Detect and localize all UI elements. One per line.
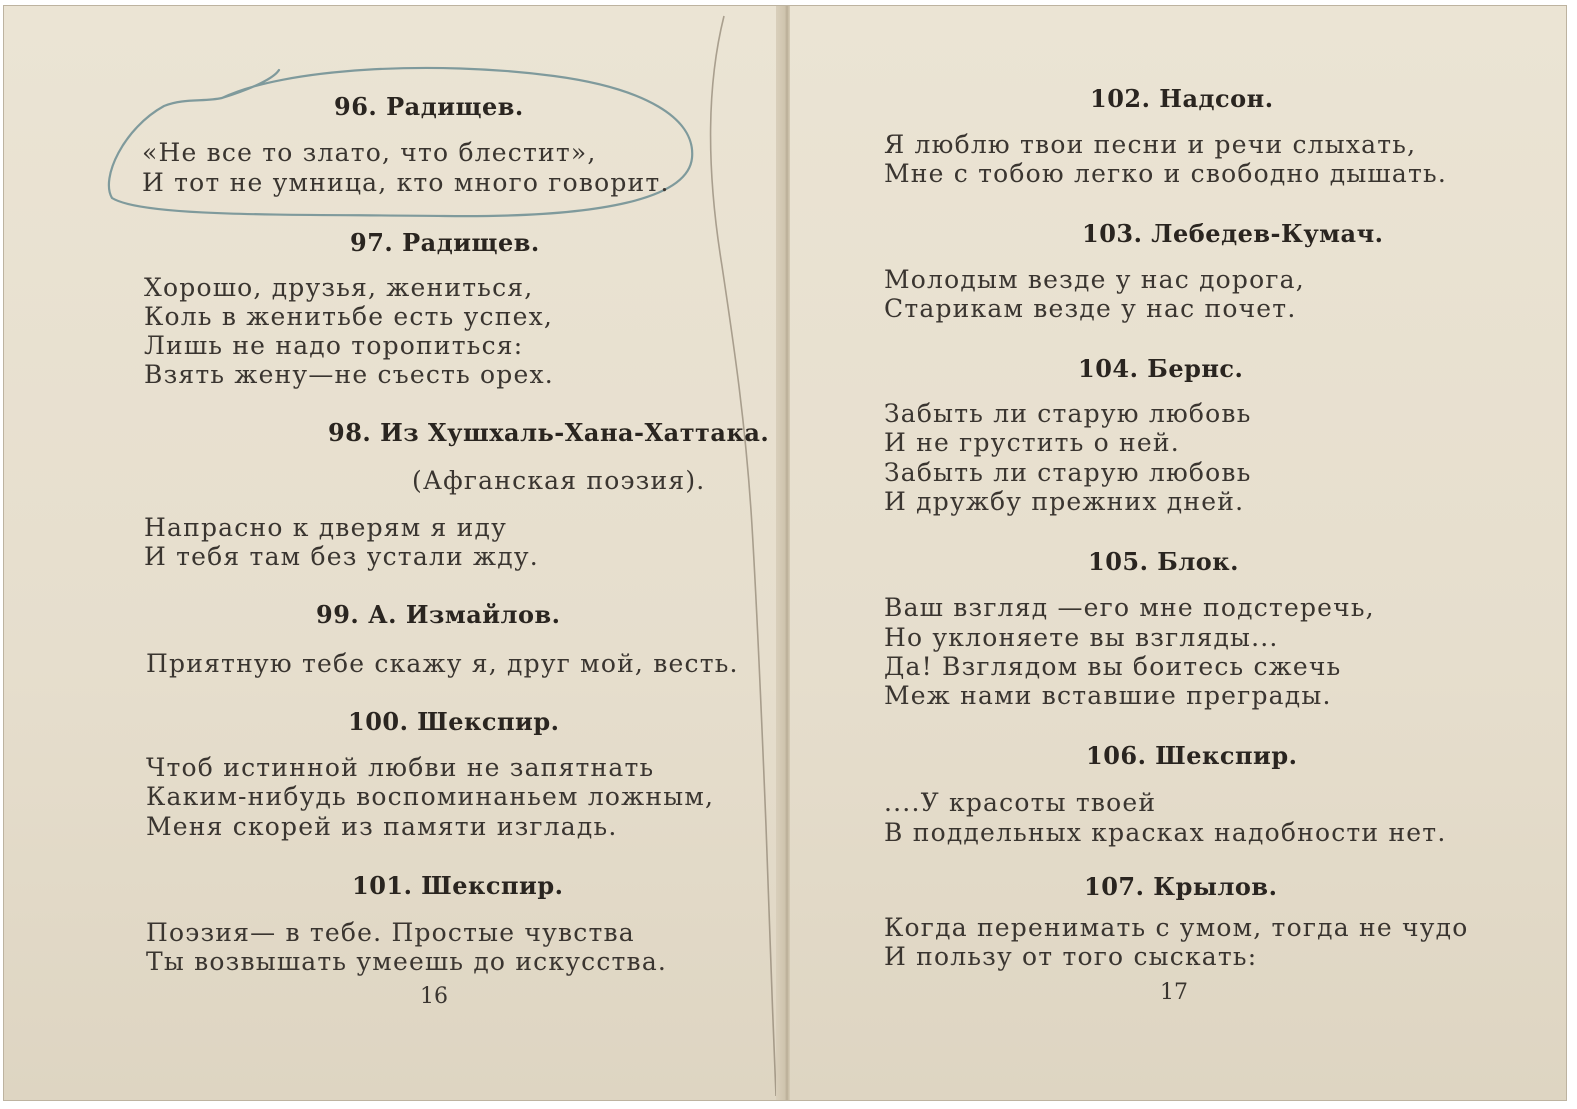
- entry-107-heading: 107. Крылов.: [1084, 872, 1278, 901]
- right-page: [790, 6, 1566, 1100]
- entry-99-line-1: Приятную тебе скажу я, друг мой, весть.: [146, 649, 739, 678]
- entry-106-line-1: ....У красоты твоей: [884, 788, 1157, 817]
- entry-101-line-1: Поэзия— в тебе. Простые чувства: [146, 918, 635, 947]
- entry-98-line-1: Напрасно к дверям я иду: [144, 513, 508, 542]
- entry-101-line-2: Ты возвышать умеешь до искусства.: [146, 947, 668, 976]
- entry-98-subtitle: (Афганская поэзия).: [412, 466, 706, 495]
- entry-100-heading: 100. Шекспир.: [348, 707, 560, 736]
- entry-105-line-2: Но уклоняете вы взгляды...: [884, 623, 1279, 652]
- entry-106-line-2: В поддельных красках надобности нет.: [884, 818, 1447, 847]
- left-page: [4, 6, 784, 1100]
- entry-96-heading: 96. Радищев.: [334, 92, 524, 121]
- entry-104-line-1: Забыть ли старую любовь: [884, 399, 1252, 428]
- entry-97-line-4: Взять жену—не съесть орех.: [144, 360, 554, 389]
- entry-104-line-4: И дружбу прежних дней.: [884, 487, 1245, 516]
- entry-97-line-3: Лишь не надо торопиться:: [144, 331, 524, 360]
- entry-107-line-1: Когда перенимать с умом, тогда не чудо: [884, 913, 1469, 942]
- page-number-left: 16: [420, 984, 448, 1009]
- entry-104-heading: 104. Бернс.: [1078, 354, 1244, 383]
- entry-103-heading: 103. Лебедев-Кумач.: [1082, 219, 1384, 248]
- entry-105-heading: 105. Блок.: [1088, 547, 1239, 576]
- entry-100-line-2: Каким-нибудь воспоминаньем ложным,: [146, 782, 715, 811]
- entry-103-line-2: Старикам везде у нас почет.: [884, 294, 1297, 323]
- entry-100-line-1: Чтоб истинной любви не запятнать: [146, 753, 655, 782]
- entry-103-line-1: Молодым везде у нас дорога,: [884, 265, 1305, 294]
- entry-99-heading: 99. А. Измайлов.: [316, 600, 561, 629]
- entry-102-heading: 102. Надсон.: [1090, 84, 1274, 113]
- entry-101-heading: 101. Шекспир.: [352, 871, 564, 900]
- book-spread: [4, 6, 1566, 1100]
- page-number-right: 17: [1160, 980, 1188, 1005]
- entry-96-line-1: «Не все то злато, что блестит»,: [142, 138, 597, 167]
- entry-102-line-2: Мне с тобою легко и свободно дышать.: [884, 159, 1447, 188]
- entry-104-line-2: И не грустить о ней.: [884, 428, 1180, 457]
- entry-105-line-4: Меж нами вставшие преграды.: [884, 681, 1332, 710]
- entry-97-heading: 97. Радищев.: [350, 228, 540, 257]
- entry-100-line-3: Меня скорей из памяти изгладь.: [146, 812, 618, 841]
- entry-105-line-1: Ваш взгляд —его мне подстеречь,: [884, 593, 1375, 622]
- entry-97-line-1: Хорошо, друзья, жениться,: [144, 273, 534, 302]
- entry-106-heading: 106. Шекспир.: [1086, 741, 1298, 770]
- entry-102-line-1: Я люблю твои песни и речи слыхать,: [884, 130, 1417, 159]
- entry-97-line-2: Коль в женитьбе есть успех,: [144, 302, 554, 331]
- entry-98-heading: 98. Из Хушхаль-Хана-Хаттака.: [328, 418, 770, 447]
- entry-98-line-2: И тебя там без устали жду.: [144, 542, 539, 571]
- entry-104-line-3: Забыть ли старую любовь: [884, 458, 1252, 487]
- entry-105-line-3: Да! Взглядом вы боитесь сжечь: [884, 652, 1342, 681]
- entry-96-line-2: И тот не умница, кто много говорит.: [142, 168, 670, 197]
- entry-107-line-2: И пользу от того сыскать:: [884, 942, 1258, 971]
